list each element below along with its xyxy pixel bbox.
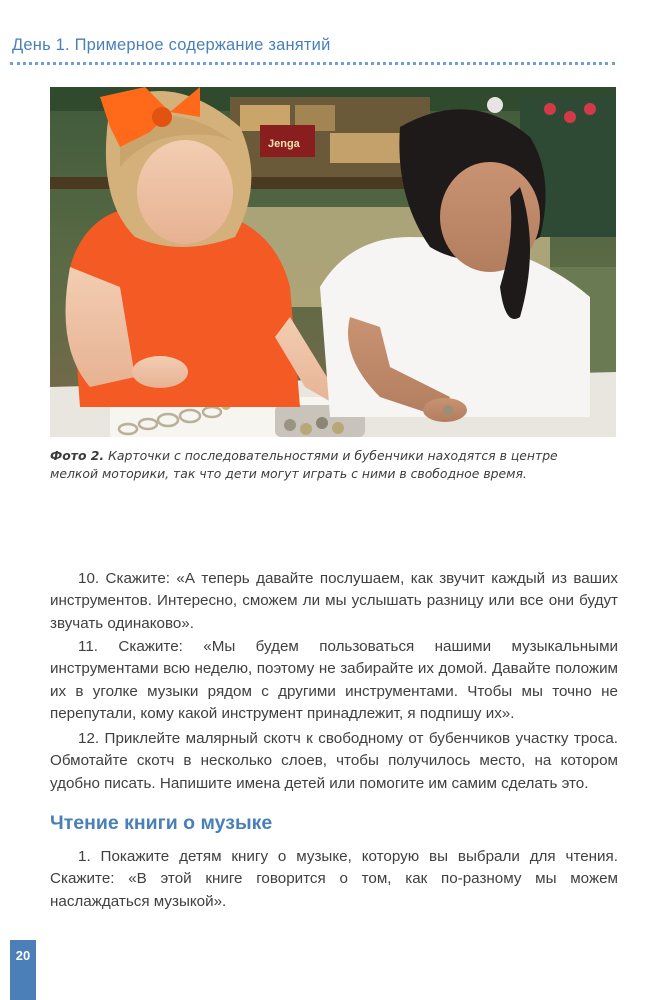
header-dotted-rule <box>10 62 615 65</box>
paragraph-step-12: 12. Приклейте малярный скотч к свободному от бубенчиков участку троса. Обмотайте скотч в несколько слоев, чтобы получилось место, на котором удобно писать. Напишите имена детей или помогите им самим сделать это. <box>50 730 618 792</box>
paragraph-reading-step-1: 1. Покажите детям книгу о музыке, которую вы выбрали для чтения. Скажите: «В этой книге говорится о том, как по-разному мы можем наслаждаться музыкой». <box>50 848 618 910</box>
photo-illustration <box>50 87 616 437</box>
jenga-box-label: Jenga <box>268 138 300 150</box>
instruction-step-11 <box>50 636 618 726</box>
paragraph-step-10: 10. Скажите: «А теперь давайте послушаем, как звучит каждый из ваших инструментов. Интересно, сможем ли мы услышать разницу или все они будут звучать одинаково». <box>50 570 618 632</box>
caption-text: Карточки с последовательностями и бубенчики находятся в центре мелкой моторики, так что дети могут играть с ними в свободное время. <box>50 448 558 481</box>
photo-children-with-bells <box>50 87 616 437</box>
instruction-step-10 <box>50 568 618 635</box>
paragraph-step-11: 11. Скажите: «Мы будем пользоваться нашими музыкальными инструментами всю неделю, поэтому не забирайте их домой. Давайте положим их в уголке музыки рядом с другими инструментами. Чтобы мы точно не перепутали, кому какой инструмент принадлежит, я подпишу их». <box>50 638 618 723</box>
instruction-step-12 <box>50 728 618 795</box>
photo-caption <box>50 447 590 483</box>
reading-step-1 <box>50 846 618 913</box>
section-heading-reading: Чтение книги о музыке <box>50 812 273 834</box>
running-header: День 1. Примерное содержание занятий <box>12 36 331 54</box>
caption-lead: Фото 2. <box>50 448 105 463</box>
page-number: 20 <box>15 948 31 963</box>
